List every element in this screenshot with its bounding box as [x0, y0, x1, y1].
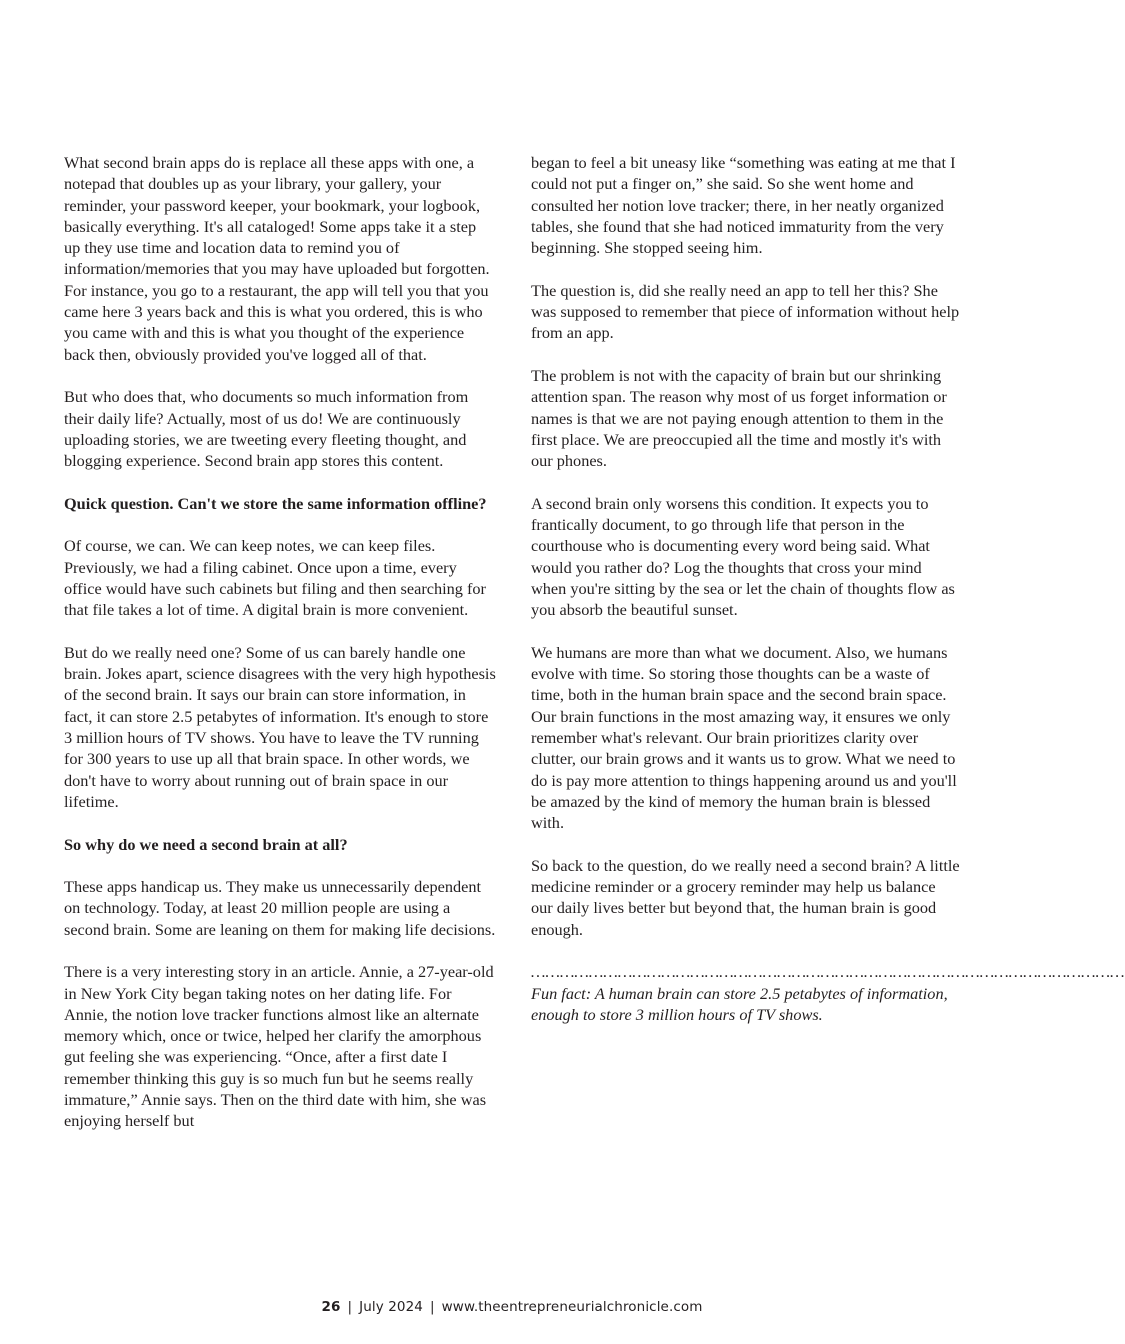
subheading: So why do we need a second brain at all?	[64, 834, 348, 854]
subheading: Quick question. Can't we store the same information offline?	[64, 493, 487, 513]
page-number: 26	[321, 1299, 341, 1315]
website-link[interactable]: www.theentrepreneurialchronicle.com	[441, 1299, 703, 1315]
paragraph: began to feel a bit uneasy like “something was eating at me that I could not put a finger on,” she said. So she went home and consulted her notion love tracker; there, in her neatly organized tables, she found that she had noticed immaturity from the very beginning. She stopped seeing him.	[531, 153, 956, 258]
paragraph: Of course, we can. We can keep notes, we can keep files. Previously, we had a filing cabinet. Once upon a time, every office would have such cabinets but filing and then searching for that file takes a lot of time. A digital brain is more convenient.	[64, 536, 486, 620]
paragraph: But who does that, who documents so much information from their daily life? Actually, most of us do! We are continuously uploading stories, we are tweeting every fleeting thought, and blogging experience. Second brain app stores this content.	[64, 387, 469, 471]
footer-separator: |	[347, 1299, 353, 1315]
right-column	[531, 152, 1125, 1025]
page-footer	[0, 1299, 1024, 1315]
paragraph: We humans are more than what we document. Also, we humans evolve with time. So storing those thoughts can be a waste of time, both in the human brain space and the second brain space. Our brain functions in the most amazing way, it ensures we only remember what's relevant. Our brain prioritizes clarity over clutter, our brain grows and it wants us to grow. What we need to do is pay more attention to things happening around us and you'll be amazed by the kind of memory the human brain is blessed with.	[531, 642, 957, 833]
paragraph: A second brain only worsens this condition. It expects you to frantically document, to go through life that person in the courthouse who is documenting every word being said. What would you rather do? Log the thoughts that cross your mind when you're sitting by the sea or let the chain of thoughts flow as you absorb the beautiful sunset.	[531, 493, 955, 620]
left-column	[64, 152, 496, 1132]
fun-fact: ……………………………………………………………………………………………………………Fun fact: A human brain can store 2.5 petabytes of information, enough to store 3 million hours of TV shows.	[531, 962, 1125, 1024]
paragraph: The problem is not with the capacity of brain but our shrinking attention span. The reason why most of us forget information or names is that we are not paying enough attention to them in the first place. We are preoccupied all the time and mostly it's with our phones.	[531, 365, 947, 471]
issue-date: July 2024	[359, 1299, 423, 1315]
paragraph: These apps handicap us. They make us unnecessarily dependent on technology. Today, at least 20 million people are using a second brain. Some are leaning on them for making life decisions.	[64, 877, 496, 939]
paragraph: There is a very interesting story in an article. Annie, a 27-year-old in New York City began taking notes on her dating life. For Annie, the notion love tracker functions almost like an alternate memory which, once or twice, helped her clarify the amorphous gut feeling she was experiencing. “Once, after a first date I remember thinking this guy is so much fun but he seems really immature,” Annie says. Then on the third date with him, she was enjoying herself but	[64, 962, 494, 1131]
paragraph: The question is, did she really need an app to tell her this? She was supposed to remember that piece of information without help from an app.	[531, 280, 960, 343]
paragraph: So back to the question, do we really need a second brain? A little medicine reminder or a grocery reminder may help us balance our daily lives better but beyond that, the human brain is good enough.	[531, 855, 960, 939]
paragraph: What second brain apps do is replace all these apps with one, a notepad that doubles up as your library, your gallery, your reminder, your password keeper, your bookmark, your logbook, basically everything. It's all cataloged! Some apps take it a step up they use time and location data to remind you of information/memories that you may have uploaded but forgotten. For instance, you go to a restaurant, the app will tell you that you came here 3 years back and this is what you ordered, this is who you came with and this is what you thought of the experience back then, obviously provided you've logged all of that.	[64, 153, 490, 364]
footer-separator: |	[430, 1299, 435, 1315]
paragraph: But do we really need one? Some of us can barely handle one brain. Jokes apart, science disagrees with the very high hypothesis of the second brain. It says our brain can store information, in fact, it can store 2.5 petabytes of information. It's enough to store 3 million hours of TV shows. You have to leave the TV running for 300 years to use up all that brain space. In other words, we don't have to worry about running out of brain space in our lifetime.	[64, 642, 496, 811]
